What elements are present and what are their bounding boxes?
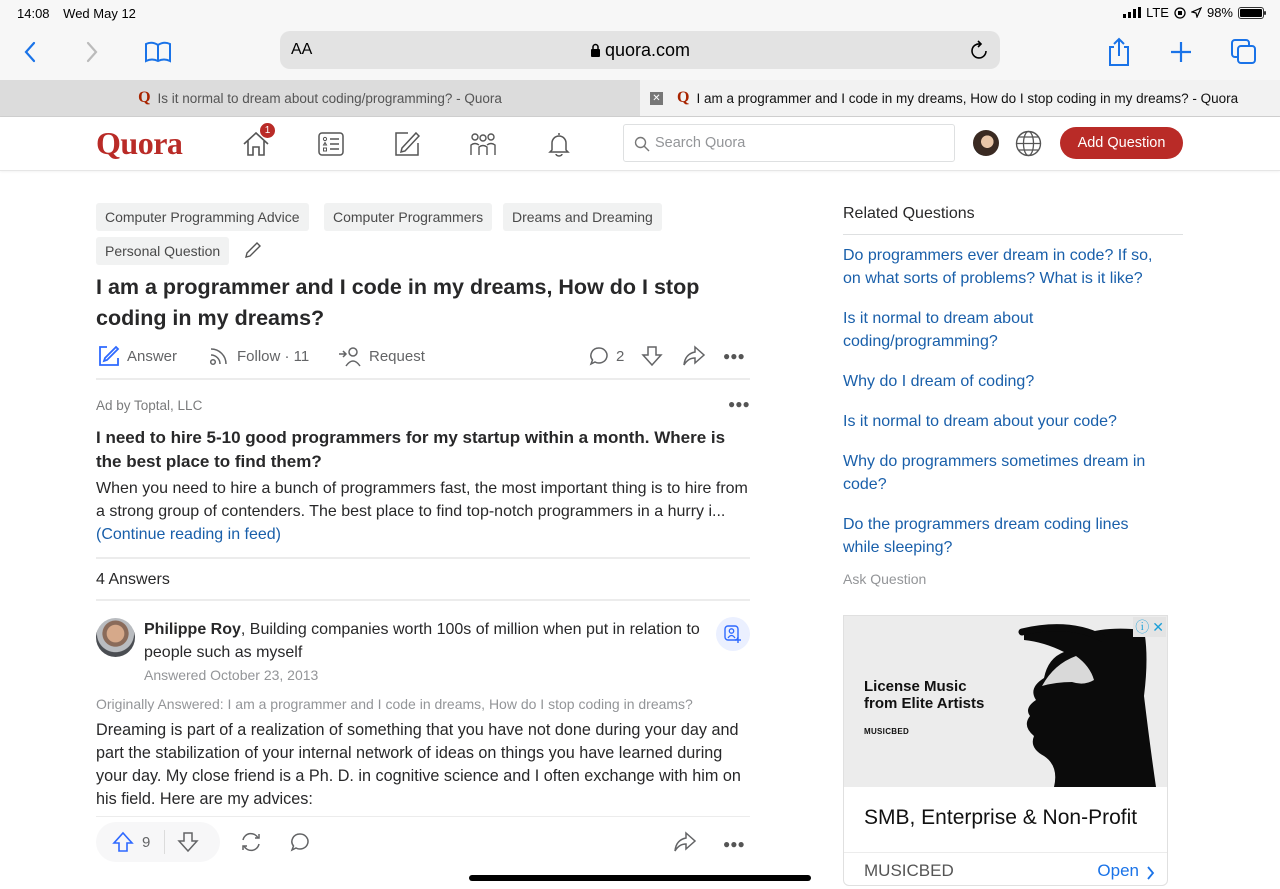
topic-chip[interactable]: Computer Programming Advice — [96, 203, 309, 231]
book-icon — [144, 41, 172, 63]
comments-button[interactable] — [589, 341, 624, 371]
more-options-button[interactable] — [723, 341, 745, 371]
forward-button[interactable] — [76, 36, 108, 68]
share-arrow-icon[interactable] — [673, 831, 697, 853]
search-icon — [634, 136, 650, 152]
share-question-button[interactable] — [682, 341, 706, 371]
quora-logo[interactable]: Quora — [96, 125, 183, 161]
answer-button[interactable] — [98, 341, 177, 371]
related-question-link[interactable]: Why do I dream of coding? — [843, 373, 1035, 390]
ad-brand: MUSICBED — [864, 861, 954, 880]
upvote-button[interactable] — [96, 822, 150, 862]
notification-badge: 1 — [259, 122, 276, 139]
divider — [96, 599, 750, 601]
question-actions — [96, 341, 750, 371]
related-questions-title: Related Questions — [843, 205, 975, 222]
continue-reading-link[interactable]: (Continue reading in feed) — [96, 526, 282, 543]
add-question-button[interactable]: Add Question — [1060, 127, 1183, 159]
follow-icon — [208, 345, 230, 367]
answer-label: Answer — [127, 347, 178, 365]
battery-icon — [1238, 7, 1264, 19]
ask-question-link[interactable]: Ask Question — [843, 571, 927, 587]
downvote-icon — [177, 831, 199, 853]
text-size-button[interactable]: AA — [291, 41, 313, 58]
tabs-overview-button[interactable] — [1228, 36, 1260, 68]
browser-toolbar — [0, 28, 1280, 80]
nav-answer[interactable] — [391, 128, 423, 160]
bell-icon — [547, 131, 571, 157]
signal-icon — [1123, 7, 1141, 18]
vote-bar — [96, 822, 220, 862]
network-label: LTE — [1146, 5, 1169, 20]
ad-tagline: SMB, Enterprise & Non-Profit — [864, 806, 1138, 829]
question-title: I am a programmer and I code in my dreams, How do I stop coding in my dreams? — [96, 275, 700, 330]
follow-label: Follow · 11 — [237, 347, 310, 365]
author-avatar[interactable] — [96, 618, 135, 657]
author-name[interactable]: Philippe Roy — [144, 621, 241, 638]
share-arrow-icon — [682, 345, 706, 367]
close-ad-icon[interactable]: ✕ — [1152, 618, 1164, 635]
battery-percent: 98% — [1206, 5, 1233, 20]
related-question-link[interactable]: Do the programmers dream coding lines while sleeping? — [843, 516, 1129, 556]
more-icon: ●●● — [723, 349, 745, 363]
share-reshare-icon[interactable] — [239, 831, 263, 853]
request-button[interactable] — [338, 341, 425, 371]
plus-icon — [1170, 41, 1192, 63]
topic-chip[interactable]: Computer Programmers — [324, 203, 492, 231]
downvote-icon — [641, 345, 663, 367]
related-question-link[interactable]: Is it normal to dream about your code? — [843, 413, 1117, 430]
answers-count: 4 Answers — [96, 571, 170, 588]
battery-fill — [1240, 9, 1262, 17]
status-date: Wed May 12 — [63, 6, 136, 21]
ad-title[interactable]: I need to hire 5-10 good programmers for my startup within a month. Where is the best place to find them? — [96, 428, 726, 471]
address-bar[interactable] — [280, 31, 1000, 69]
topic-chip[interactable]: Dreams and Dreaming — [503, 203, 662, 231]
profile-avatar[interactable] — [973, 130, 999, 156]
list-icon — [318, 132, 344, 156]
downvote-button[interactable] — [165, 831, 199, 853]
new-tab-button[interactable] — [1165, 36, 1197, 68]
url-text: quora.com — [604, 40, 691, 60]
browser-tab[interactable] — [0, 80, 640, 116]
status-time: 14:08 — [17, 6, 50, 21]
status-bar — [0, 0, 1280, 28]
chevron-right-icon — [1146, 866, 1155, 880]
share-button[interactable] — [1103, 36, 1135, 68]
answer-more-icon[interactable]: ●●● — [723, 837, 745, 851]
people-icon — [469, 131, 497, 157]
ad-footer — [844, 852, 1168, 886]
orientation-lock-icon — [1174, 7, 1186, 19]
related-question-link[interactable]: Why do programmers sometimes dream in code? — [843, 453, 1146, 493]
answer-date[interactable]: Answered October 23, 2013 — [144, 667, 319, 683]
tab-title: Is it normal to dream about coding/programming? - Quora — [157, 90, 502, 106]
info-icon[interactable]: ⓘ — [1135, 619, 1150, 635]
edit-topics-icon[interactable] — [244, 241, 262, 259]
nav-notifications[interactable] — [543, 128, 575, 160]
ad-brand-small: MUSICBED — [864, 727, 910, 736]
upvote-icon — [112, 831, 134, 853]
tab-strip — [0, 80, 1280, 117]
ad-image — [844, 616, 1168, 787]
url-field[interactable] — [280, 40, 1000, 61]
quora-favicon-icon: Q — [677, 89, 690, 106]
globe-icon[interactable] — [1015, 130, 1042, 157]
back-button[interactable] — [14, 36, 46, 68]
chevron-left-icon — [23, 41, 37, 63]
nav-home[interactable] — [240, 125, 272, 160]
divider — [96, 557, 750, 559]
add-person-icon — [724, 625, 742, 643]
nav-spaces[interactable] — [467, 128, 499, 160]
reload-icon[interactable] — [970, 39, 990, 61]
ad-open-button[interactable]: Open — [1097, 861, 1139, 880]
tab-title: I am a programmer and I code in my dreams, How do I stop coding in my dreams? - Quora — [696, 90, 1239, 106]
comment-icon[interactable] — [290, 832, 310, 852]
bookmarks-button[interactable] — [142, 36, 174, 68]
topic-chip[interactable]: Personal Question — [96, 237, 229, 265]
author-credential: , Building companies worth 100s of million when put in relation to people such as myself — [144, 621, 700, 661]
comment-icon — [589, 346, 609, 366]
ad-sponsor: Ad by Toptal, LLC — [96, 398, 203, 413]
divider — [843, 234, 1183, 235]
browser-tab-active[interactable] — [640, 80, 1280, 116]
divider — [96, 378, 750, 380]
share-icon — [1107, 37, 1131, 67]
display-ad[interactable] — [843, 615, 1168, 886]
nav-following[interactable] — [315, 128, 347, 160]
upvote-count: 9 — [142, 833, 151, 851]
comment-count: 2 — [616, 347, 625, 365]
downvote-question-button[interactable] — [641, 341, 663, 371]
author-line — [144, 618, 714, 664]
tabs-icon — [1231, 39, 1257, 65]
search-placeholder: Search Quora — [655, 135, 746, 151]
follow-button[interactable] — [208, 341, 309, 371]
request-label: Request — [369, 347, 425, 365]
answer-body: Dreaming is part of a realization of something that you have not done during your day and part the stabilization of your internal network of ideas on things you have learned during your day. My close friend is a Ph. D. in cognitive science and I often exchange with him on his field. Here are my advices: — [96, 721, 741, 808]
quora-favicon-icon: Q — [138, 89, 151, 106]
ad-choices[interactable] — [1133, 617, 1166, 637]
ad-body-text: When you need to hire a bunch of programmers fast, the most important thing is to hire from a strong group of contenders. The best place to find top-notch programmers in a hurry i... — [96, 480, 748, 520]
chevron-right-icon — [85, 41, 99, 63]
close-tab-icon[interactable]: ✕ — [650, 92, 663, 105]
site-header — [0, 117, 1280, 171]
edit-icon — [394, 131, 420, 157]
location-icon — [1191, 7, 1202, 18]
related-question-link[interactable]: Is it normal to dream about coding/programming? — [843, 310, 1034, 350]
related-question-link[interactable]: Do programmers ever dream in code? If so, on what sorts of problems? What is it like? — [843, 247, 1153, 287]
divider — [96, 816, 750, 817]
home-indicator[interactable] — [469, 875, 811, 881]
ad-body — [96, 477, 750, 546]
originally-answered: Originally Answered: I am a programmer and I code in dreams, How do I stop coding in dreams? — [96, 696, 693, 712]
ad-headline: License Music from Elite Artists — [864, 678, 985, 712]
ad-more-icon[interactable]: ●●● — [728, 397, 750, 411]
follow-author-button[interactable] — [716, 617, 750, 651]
lock-icon — [590, 43, 601, 57]
answer-icon — [98, 345, 120, 367]
search-input[interactable] — [623, 124, 955, 162]
request-icon — [338, 345, 362, 367]
